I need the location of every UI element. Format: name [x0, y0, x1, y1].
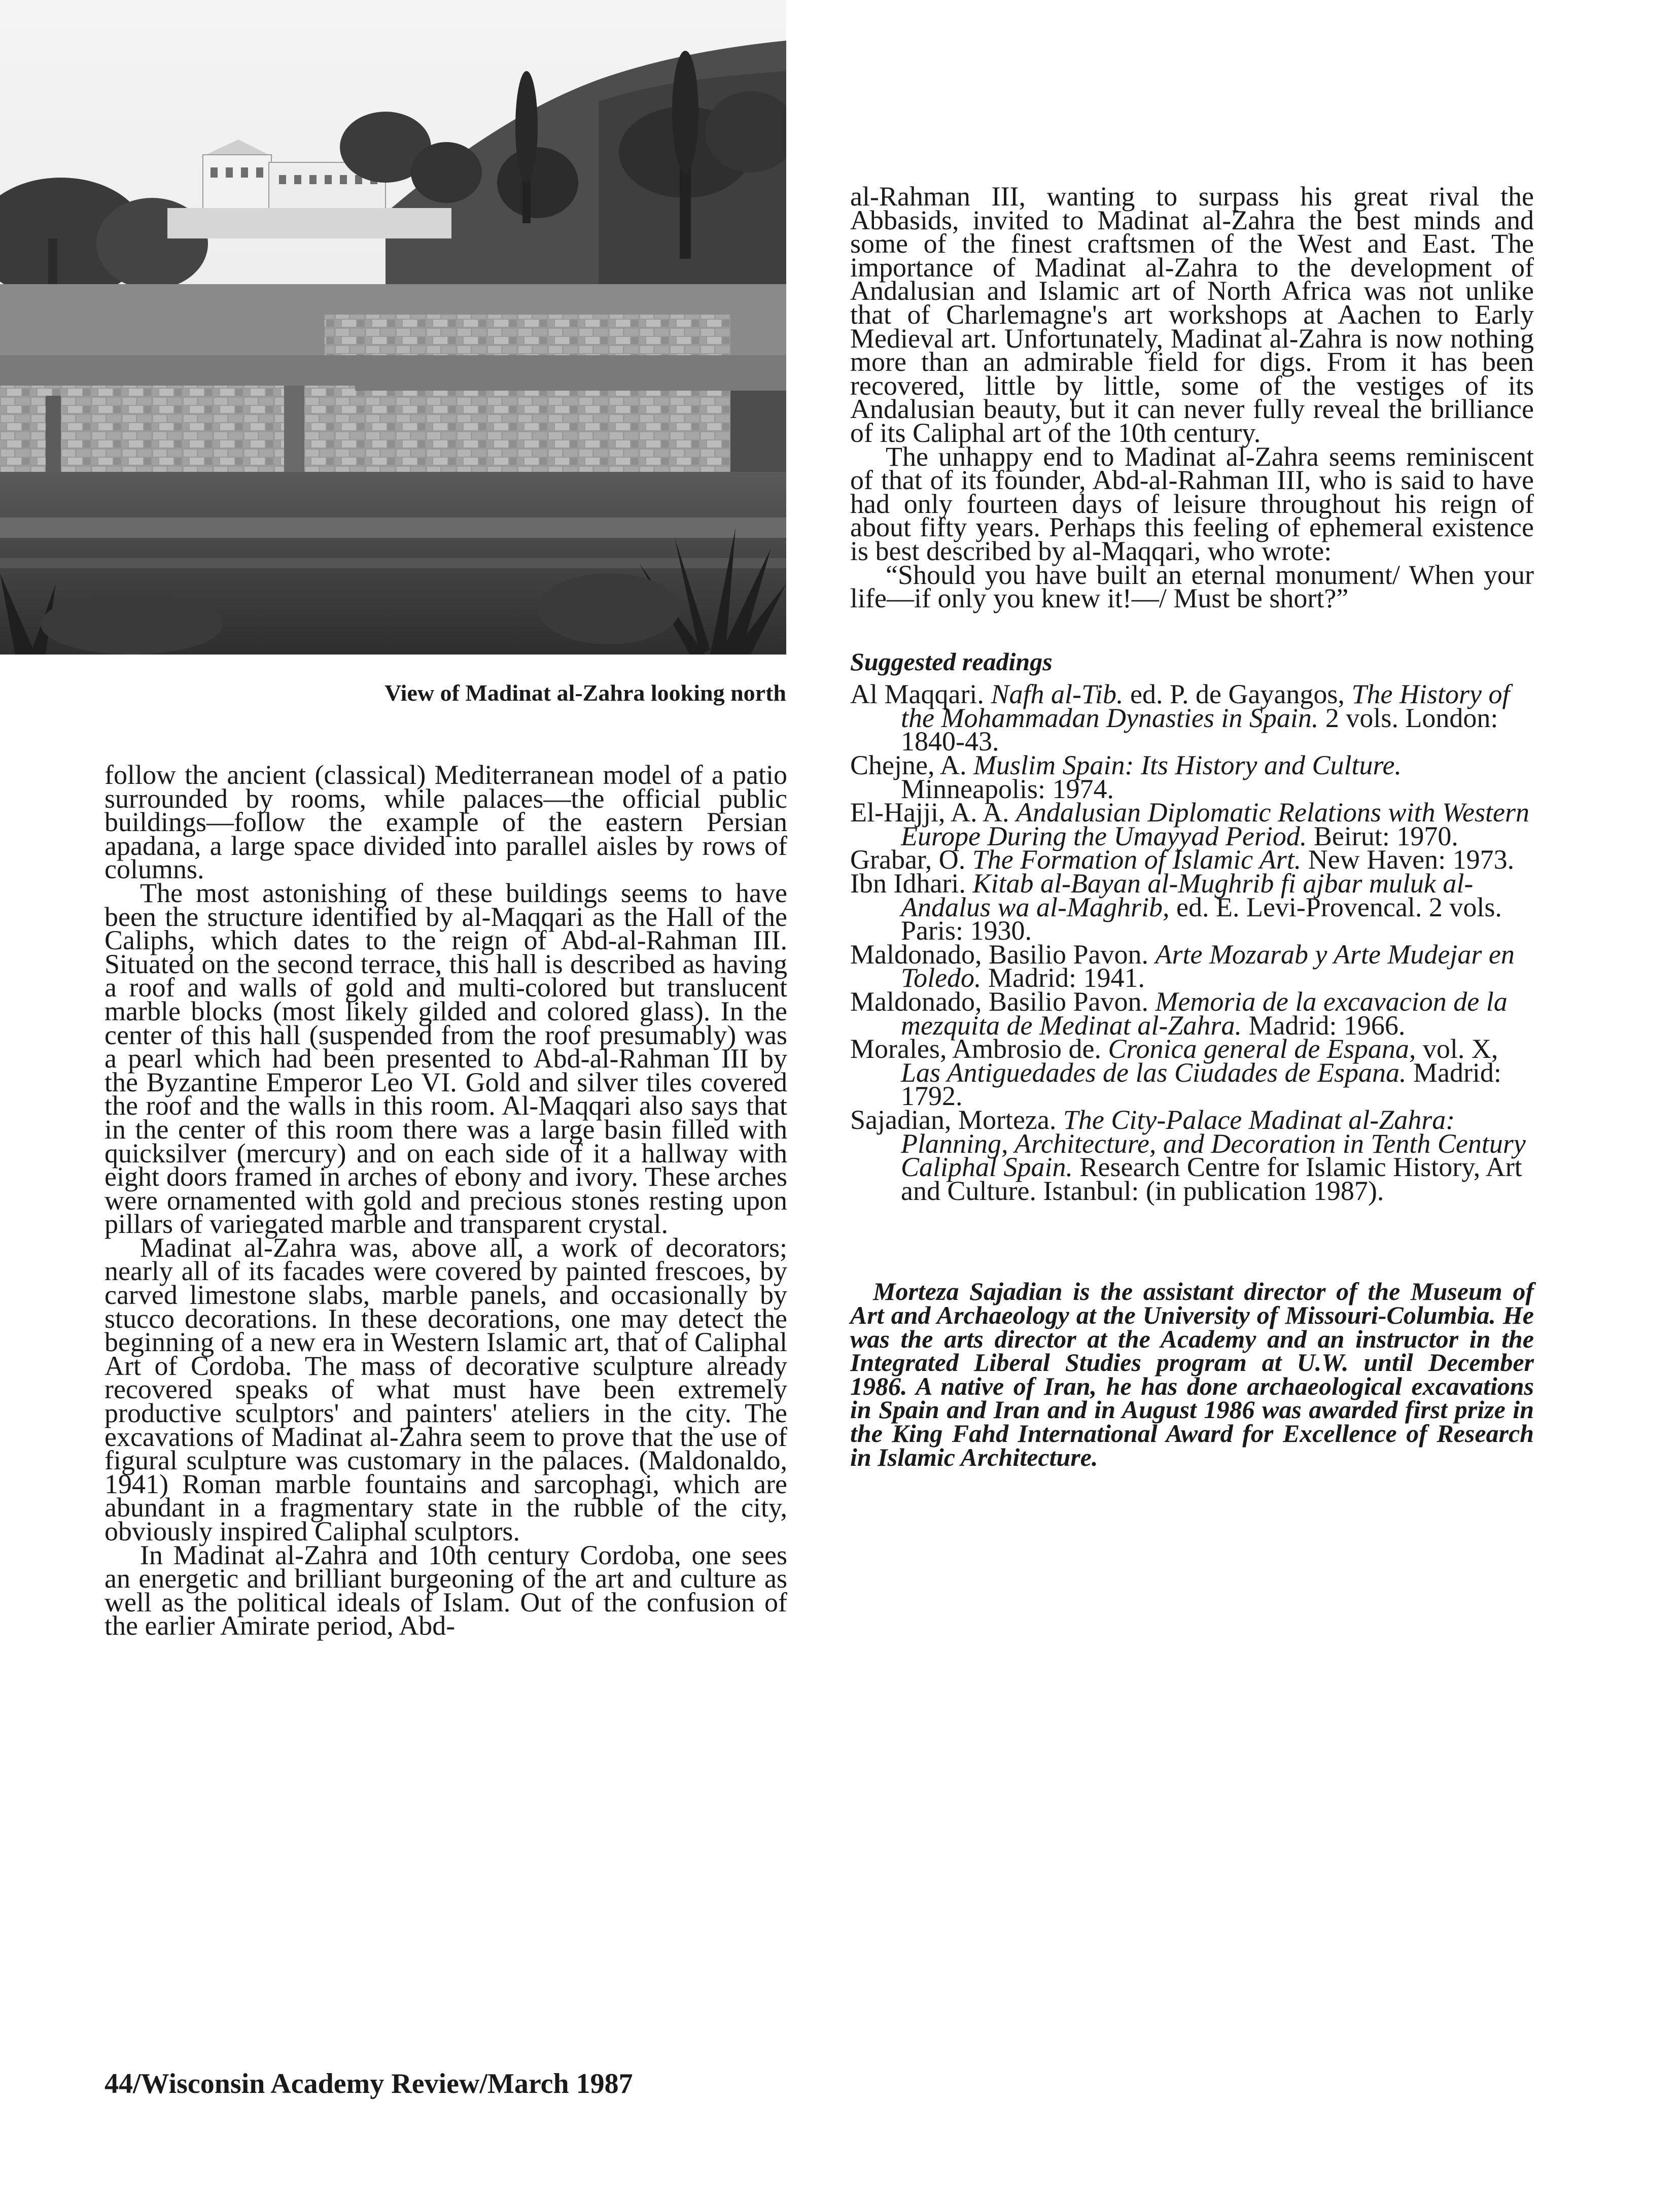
paragraph: In Madinat al-Zahra and 10th century Cordoba, one sees an energetic and brilliant burgeoning of the art and culture as well as the political ideals of Islam. Out of the confusion of the earlier Amirate period, Abd- — [104, 1539, 787, 1641]
reading-entry: Sajadian, Morteza. The City-Palace Madinat al-Zahra: Planning, Architecture, and Decoration in Tenth Century Caliphal Spain. Research Centre for Islamic History, Art and Culture. Istanbul: (in publication 1987). — [850, 1104, 1526, 1206]
reading-entry: Ibn Idhari. Kitab al-Bayan al-Mughrib fi ajbar muluk al-Andalus wa al-Maghrib, ed. E. Levi-Provencal. 2 vols. Paris: 1930. — [850, 868, 1502, 946]
reading-entry: Grabar, O. The Formation of Islamic Art. New Haven: 1973. — [850, 844, 1515, 875]
suggested-readings-heading: Suggested readings — [850, 647, 1053, 676]
suggested-readings-list — [850, 679, 1534, 1206]
page-footer: 44/Wisconsin Academy Review/March 1987 — [104, 2068, 633, 2100]
paragraph: follow the ancient (classical) Mediterranean model of a patio surrounded by rooms, while palaces—the official public buildings—follow the example of the eastern Persian apadana, a large space divided into parallel aisles by rows of columns. — [104, 760, 787, 885]
photo-illustration — [0, 0, 786, 655]
paragraph: Madinat al-Zahra was, above all, a work of decorators; nearly all of its facades were covered by painted frescoes, by carved limestone slabs, marble panels, and occasionally by stucco decorations. In these decorations, one may detect the beginning of a new era in Western Islamic art, that of Caliphal Art of Cordoba. The mass of decorative sculpture already recovered speaks of what must have been extremely productive sculptors' and painters' ateliers in the city. The excavations of Madinat al-Zahra seem to prove that the use of figural sculpture was customary in the palaces. (Maldonaldo, 1941) Roman marble fountains and sarcophagi, which are abundant in a fragmentary state in the rubble of the city, obviously inspired Caliphal sculptors. — [104, 1232, 787, 1546]
reading-entry: El-Hajji, A. A. Andalusian Diplomatic Relations with Western Europe During the Umayyad Period. Beirut: 1970. — [850, 797, 1529, 851]
reading-entry: Morales, Ambrosio de. Cronica general de Espana, vol. X, Las Antiguedades de las Ciudades de Espana. Madrid: 1792. — [850, 1034, 1501, 1112]
reading-entry: Al Maqqari. Nafh al-Tib. ed. P. de Gayangos, The History of the Mohammadan Dynasties in Spain. 2 vols. London: 1840-43. — [850, 679, 1510, 757]
right-column — [850, 181, 1534, 1471]
paragraph: The unhappy end to Madinat al-Zahra seems reminiscent of that of its founder, Abd-al-Rahman III, who is said to have had only fourteen days of leisure throughout his reign of about fifty years. Perhaps this feeling of ephemeral existence is best described by al-Maqqari, who wrote: — [850, 441, 1534, 566]
paragraph: The most astonishing of these buildings seems to have been the structure identified by al-Maqqari as the Hall of the Caliphs, which dates to the reign of Abd-al-Rahman III. Situated on the second terrace, this hall is described as having a roof and walls of gold and multi-colored but translucent marble blocks (most likely gilded and colored glass). In the center of this hall (suspended from the roof presumably) was a pearl which had been presented to Abd-al-Rahman III by the Byzantine Emperor Leo VI. Gold and silver tiles covered the roof and the walls in this room. Al-Maqqari also says that in the center of this room there was a large basin filled with quicksilver (mercury) and on each side of it a hallway with eight doors framed in arches of ebony and ivory. These arches were ornamented with gold and precious stones resting upon pillars of variegated marble and transparent crystal. — [104, 877, 787, 1240]
reading-entry: Chejne, A. Muslim Spain: Its History and Culture. Minneapolis: 1974. — [850, 750, 1402, 804]
author-bio: Morteza Sajadian is the assistant director of the Museum of Art and Archaeology at the University of Missouri-Columbia. He was the arts director at the Academy and an instructor in the Integrated Liberal Studies program at U.W. until December 1986. A native of Iran, he has done archaeological excavations in Spain and Iran and in August 1986 was awarded first prize in the King Fahd International Award for Excellence of Research in Islamic Architecture. — [850, 1277, 1534, 1471]
quotation: “Should you have built an eternal monument/ When your life—if only you knew it!—/ Must be short?” — [850, 559, 1534, 614]
reading-entry: Maldonado, Basilio Pavon. Memoria de la excavacion de la mezquita de Medinat al-Zahra. Madrid: 1966. — [850, 986, 1508, 1041]
reading-entry: Maldonado, Basilio Pavon. Arte Mozarab y Arte Mudejar en Toledo. Madrid: 1941. — [850, 939, 1515, 993]
madinat-al-zahra-photo — [0, 0, 786, 655]
paragraph: al-Rahman III, wanting to surpass his great rival the Abbasids, invited to Madinat al-Zahra the best minds and some of the finest craftsmen of the West and East. The importance of Madinat al-Zahra to the development of Andalusian and Islamic art of North Africa was not unlike that of Charlemagne's art workshops at Aachen to Early Medieval art. Unfortunately, Madinat al-Zahra is now nothing more than an admirable field for digs. From it has been recovered, little by little, some of the vestiges of its Andalusian beauty, but it can never fully reveal the brilliance of its Caliphal art of the 10th century. — [850, 181, 1534, 448]
left-column — [104, 760, 787, 1641]
photo-caption: View of Madinat al-Zahra looking north — [384, 680, 786, 706]
